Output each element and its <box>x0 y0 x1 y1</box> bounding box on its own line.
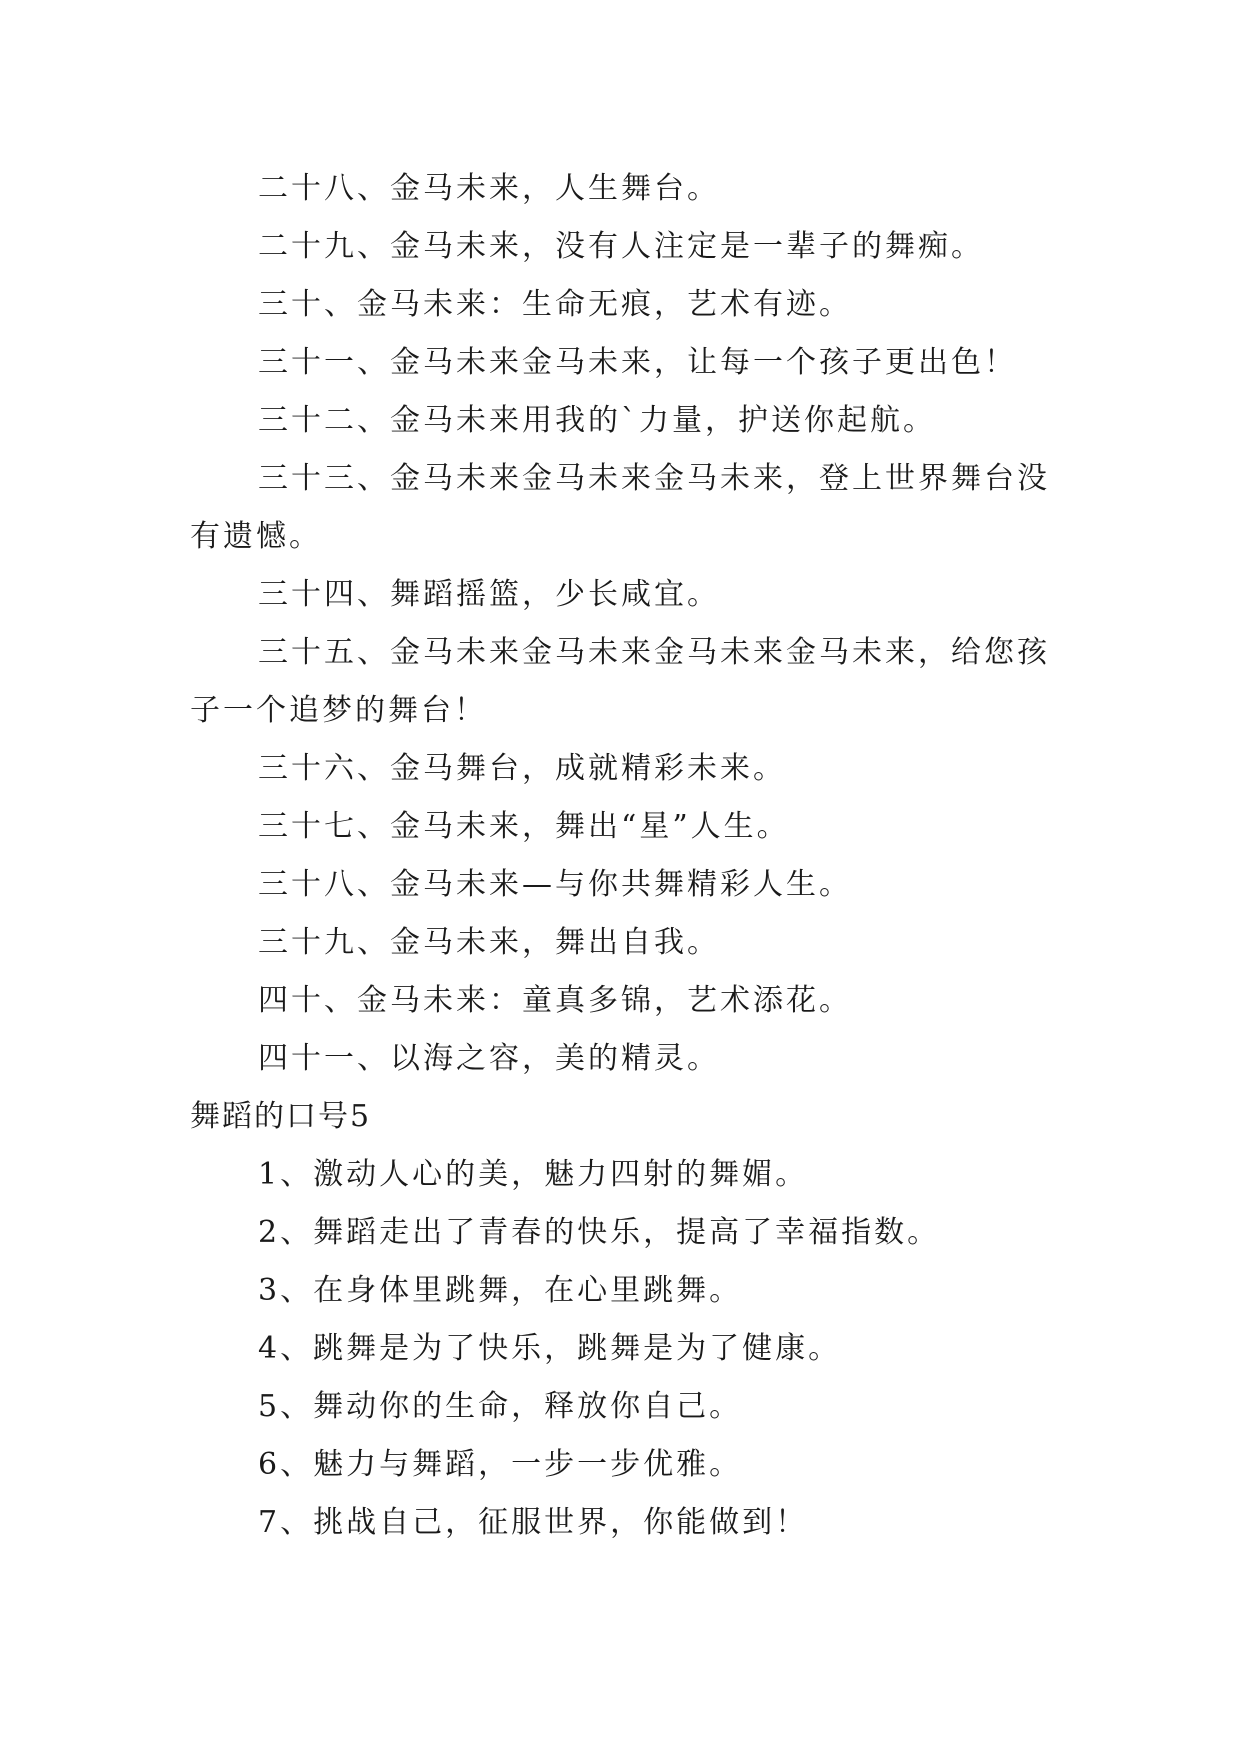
slogan-28: 二十八、金马未来，人生舞台。 <box>258 171 720 206</box>
slogan-41: 四十一、以海之容，美的精灵。 <box>258 1041 720 1076</box>
section-heading: 舞蹈的口号5 <box>190 1099 372 1134</box>
slogan-5-4: 4、跳舞是为了快乐，跳舞是为了健康。 <box>258 1331 842 1366</box>
slogan-5-7: 7、挑战自己，征服世界，你能做到！ <box>258 1505 809 1540</box>
slogan-34: 三十四、舞蹈摇篮，少长咸宜。 <box>258 577 720 612</box>
slogan-35-line1: 三十五、金马未来金马未来金马未来金马未来，给您孩 <box>258 635 1050 670</box>
slogan-40: 四十、金马未来：童真多锦，艺术添花。 <box>258 983 852 1018</box>
slogan-36: 三十六、金马舞台，成就精彩未来。 <box>258 751 786 786</box>
document-page <box>190 160 1050 1552</box>
slogan-38: 三十八、金马未来—与你共舞精彩人生。 <box>258 867 852 902</box>
slogan-33-line2: 有遗憾。 <box>190 519 322 554</box>
slogan-35-line2: 子一个追梦的舞台！ <box>190 693 487 728</box>
slogan-5-6: 6、魅力与舞蹈，一步一步优雅。 <box>258 1447 743 1482</box>
slogan-5-3: 3、在身体里跳舞，在心里跳舞。 <box>258 1273 743 1308</box>
slogan-31: 三十一、金马未来金马未来，让每一个孩子更出色！ <box>258 345 1017 380</box>
slogan-5-1: 1、激动人心的美，魅力四射的舞媚。 <box>258 1157 809 1192</box>
slogan-5-2: 2、舞蹈走出了青春的快乐，提高了幸福指数。 <box>258 1215 941 1250</box>
slogan-5-5: 5、舞动你的生命，释放你自己。 <box>258 1389 743 1424</box>
slogan-29: 二十九、金马未来，没有人注定是一辈子的舞痴。 <box>258 229 984 264</box>
slogan-30: 三十、金马未来：生命无痕，艺术有迹。 <box>258 287 852 322</box>
slogan-39: 三十九、金马未来，舞出自我。 <box>258 925 720 960</box>
slogan-33-line1: 三十三、金马未来金马未来金马未来，登上世界舞台没 <box>258 461 1050 496</box>
slogan-32: 三十二、金马未来用我的`力量，护送你起航。 <box>258 403 936 438</box>
slogan-37: 三十七、金马未来，舞出“星”人生。 <box>258 809 790 844</box>
